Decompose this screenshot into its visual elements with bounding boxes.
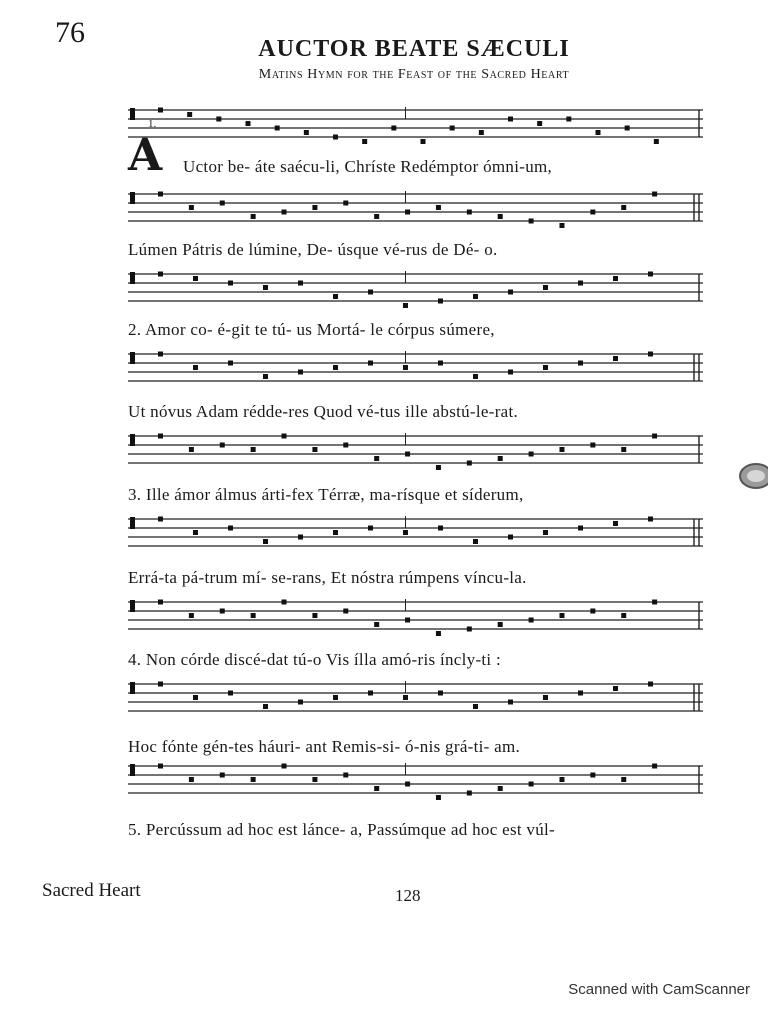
- lyric-line-3: 2. Amor co- é-git te tú- us Mortá- le córpus súmere,: [128, 320, 495, 339]
- neume-note: [343, 443, 348, 448]
- neume-note: [298, 535, 303, 540]
- staff-system-1: [128, 106, 703, 146]
- neume-note: [508, 700, 513, 705]
- neume-note: [590, 443, 595, 448]
- neume-note: [368, 290, 373, 295]
- neume-note: [368, 691, 373, 696]
- staff-system-9: [128, 762, 703, 802]
- neume-note: [543, 285, 548, 290]
- neume-note: [652, 434, 657, 439]
- neume-note: [648, 352, 653, 357]
- neume-note: [578, 281, 583, 286]
- neume-note: [312, 447, 317, 452]
- neume-note: [343, 609, 348, 614]
- neume-note: [403, 303, 408, 308]
- neume-note: [473, 539, 478, 544]
- neume-note: [621, 447, 626, 452]
- neume-note: [228, 526, 233, 531]
- neume-note: [473, 294, 478, 299]
- neume-note: [193, 530, 198, 535]
- neume-note: [613, 521, 618, 526]
- neume-note: [648, 682, 653, 687]
- neume-note: [304, 130, 309, 135]
- neume-note: [590, 773, 595, 778]
- neume-note: [438, 691, 443, 696]
- neume-note: [537, 121, 542, 126]
- neume-note: [251, 447, 256, 452]
- neume-note: [529, 219, 534, 224]
- neume-note: [158, 600, 163, 605]
- neume-note: [282, 434, 287, 439]
- neume-note: [282, 764, 287, 769]
- do-clef-icon: [130, 517, 135, 529]
- neume-note: [158, 764, 163, 769]
- footer-page-number: 128: [395, 886, 421, 905]
- neume-note: [333, 695, 338, 700]
- neume-note: [374, 456, 379, 461]
- page-number: 76: [55, 16, 85, 49]
- neume-note: [438, 299, 443, 304]
- neume-note: [596, 130, 601, 135]
- neume-note: [436, 631, 441, 636]
- neume-note: [648, 272, 653, 277]
- hymn-title: AUCTOR BEATE SÆCULI: [258, 36, 570, 62]
- neume-note: [228, 361, 233, 366]
- neume-note: [312, 777, 317, 782]
- neume-note: [263, 285, 268, 290]
- neume-note: [362, 139, 367, 144]
- do-clef-icon: [130, 272, 135, 284]
- scanner-watermark: Scanned with CamScanner: [568, 981, 750, 998]
- neume-note: [621, 613, 626, 618]
- neume-note: [374, 786, 379, 791]
- neume-note: [566, 117, 571, 122]
- neume-note: [578, 526, 583, 531]
- neume-note: [312, 613, 317, 618]
- neume-note: [282, 210, 287, 215]
- neume-note: [374, 622, 379, 627]
- neume-note: [343, 201, 348, 206]
- neume-note: [508, 117, 513, 122]
- staff-system-4: [128, 350, 703, 390]
- neume-note: [220, 773, 225, 778]
- neume-note: [467, 791, 472, 796]
- neume-note: [298, 700, 303, 705]
- neume-note: [498, 786, 503, 791]
- neume-note: [473, 374, 478, 379]
- neume-note: [403, 365, 408, 370]
- neume-note: [652, 764, 657, 769]
- neume-note: [613, 276, 618, 281]
- neume-note: [374, 214, 379, 219]
- neume-note: [654, 139, 659, 144]
- paperclip-icon: [734, 456, 768, 496]
- neume-note: [189, 777, 194, 782]
- neume-note: [189, 447, 194, 452]
- neume-note: [275, 126, 280, 131]
- neume-note: [508, 535, 513, 540]
- neume-note: [405, 618, 410, 623]
- neume-note: [590, 210, 595, 215]
- neume-note: [613, 686, 618, 691]
- hymn-subtitle: Matins Hymn for the Feast of the Sacred Heart: [258, 67, 570, 82]
- neume-note: [578, 691, 583, 696]
- neume-note: [436, 465, 441, 470]
- neume-note: [621, 777, 626, 782]
- neume-note: [498, 622, 503, 627]
- neume-note: [479, 130, 484, 135]
- neume-note: [343, 773, 348, 778]
- neume-note: [529, 618, 534, 623]
- neume-note: [613, 356, 618, 361]
- lyric-line-2: Lúmen Pátris de lúmine, De- úsque vé-rus de Dé- o.: [128, 240, 498, 259]
- verse-number: 1.: [148, 118, 157, 130]
- neume-note: [403, 530, 408, 535]
- neume-note: [220, 443, 225, 448]
- neume-note: [421, 139, 426, 144]
- neume-note: [590, 609, 595, 614]
- neume-note: [189, 613, 194, 618]
- neume-note: [508, 370, 513, 375]
- do-clef-icon: [130, 764, 135, 776]
- staff-system-7: [128, 598, 703, 638]
- neume-note: [333, 530, 338, 535]
- neume-note: [333, 365, 338, 370]
- neume-note: [498, 456, 503, 461]
- neume-note: [559, 447, 564, 452]
- neume-note: [158, 352, 163, 357]
- neume-note: [263, 704, 268, 709]
- neume-note: [158, 108, 163, 113]
- do-clef-icon: [130, 682, 135, 694]
- neume-note: [438, 526, 443, 531]
- staff-system-2: [128, 190, 703, 230]
- lyric-line-7: 4. Non córde discé-dat tú-o Vis ílla amó-ris íncly-ti :: [128, 650, 502, 669]
- lyric-line-6: Errá-ta pá-trum mí- se-rans, Et nóstra rúmpens víncu-la.: [128, 568, 527, 587]
- neume-note: [282, 600, 287, 605]
- neume-note: [246, 121, 251, 126]
- neume-note: [473, 704, 478, 709]
- neume-note: [467, 210, 472, 215]
- neume-note: [450, 126, 455, 131]
- neume-note: [220, 609, 225, 614]
- lyric-line-1: Uctor be- áte saécu-li, Chríste Redémptor ómni-um,: [183, 157, 553, 176]
- lyric-line-4: Ut nóvus Adam rédde-res Quod vé-tus ille abstú-le-rat.: [128, 402, 519, 421]
- neume-note: [251, 214, 256, 219]
- neume-note: [652, 192, 657, 197]
- neume-note: [312, 205, 317, 210]
- drop-cap: A: [128, 130, 163, 181]
- neume-note: [529, 782, 534, 787]
- neume-note: [228, 691, 233, 696]
- neume-note: [193, 695, 198, 700]
- neume-note: [508, 290, 513, 295]
- do-clef-icon: [130, 434, 135, 446]
- neume-note: [251, 777, 256, 782]
- neume-note: [158, 517, 163, 522]
- neume-note: [543, 365, 548, 370]
- staff-system-8: [128, 680, 703, 720]
- do-clef-icon: [130, 600, 135, 612]
- neume-note: [578, 361, 583, 366]
- neume-note: [368, 361, 373, 366]
- neume-note: [187, 112, 192, 117]
- neume-note: [621, 205, 626, 210]
- neume-note: [543, 695, 548, 700]
- neume-note: [220, 201, 225, 206]
- neume-note: [193, 276, 198, 281]
- do-clef-icon: [130, 192, 135, 204]
- neume-note: [648, 517, 653, 522]
- neume-note: [193, 365, 198, 370]
- neume-note: [403, 695, 408, 700]
- neume-note: [559, 613, 564, 618]
- neume-note: [263, 539, 268, 544]
- neume-note: [158, 272, 163, 277]
- neume-note: [158, 192, 163, 197]
- neume-note: [529, 452, 534, 457]
- neume-note: [467, 461, 472, 466]
- neume-note: [405, 210, 410, 215]
- neume-note: [298, 281, 303, 286]
- neume-note: [498, 214, 503, 219]
- neume-note: [559, 223, 564, 228]
- staff-system-3: [128, 270, 703, 310]
- neume-note: [251, 613, 256, 618]
- neume-note: [543, 530, 548, 535]
- neume-note: [559, 777, 564, 782]
- lyric-line-8: Hoc fónte gén-tes háuri- ant Remis-si- ó-nis grá-ti- am.: [128, 737, 521, 756]
- neume-note: [368, 526, 373, 531]
- staff-system-5: [128, 432, 703, 472]
- do-clef-icon: [130, 108, 135, 120]
- neume-note: [333, 135, 338, 140]
- lyric-line-9: 5. Percússum ad hoc est lánce- a, Passúmque ad hoc est vúl-: [128, 820, 556, 839]
- neume-note: [189, 205, 194, 210]
- footer-label: Sacred Heart: [42, 880, 141, 901]
- neume-note: [652, 600, 657, 605]
- neume-note: [625, 126, 630, 131]
- neume-note: [405, 452, 410, 457]
- neume-note: [298, 370, 303, 375]
- neume-note: [158, 434, 163, 439]
- neume-note: [436, 205, 441, 210]
- staff-system-6: [128, 515, 703, 555]
- do-clef-icon: [130, 352, 135, 364]
- neume-note: [436, 795, 441, 800]
- lyric-line-5: 3. Ille ámor álmus árti-fex Térræ, ma-rísque et síderum,: [128, 485, 524, 504]
- neume-note: [216, 117, 221, 122]
- neume-note: [467, 627, 472, 632]
- neume-note: [228, 281, 233, 286]
- neume-note: [438, 361, 443, 366]
- neume-note: [405, 782, 410, 787]
- neume-note: [333, 294, 338, 299]
- neume-note: [391, 126, 396, 131]
- neume-note: [263, 374, 268, 379]
- neume-note: [158, 682, 163, 687]
